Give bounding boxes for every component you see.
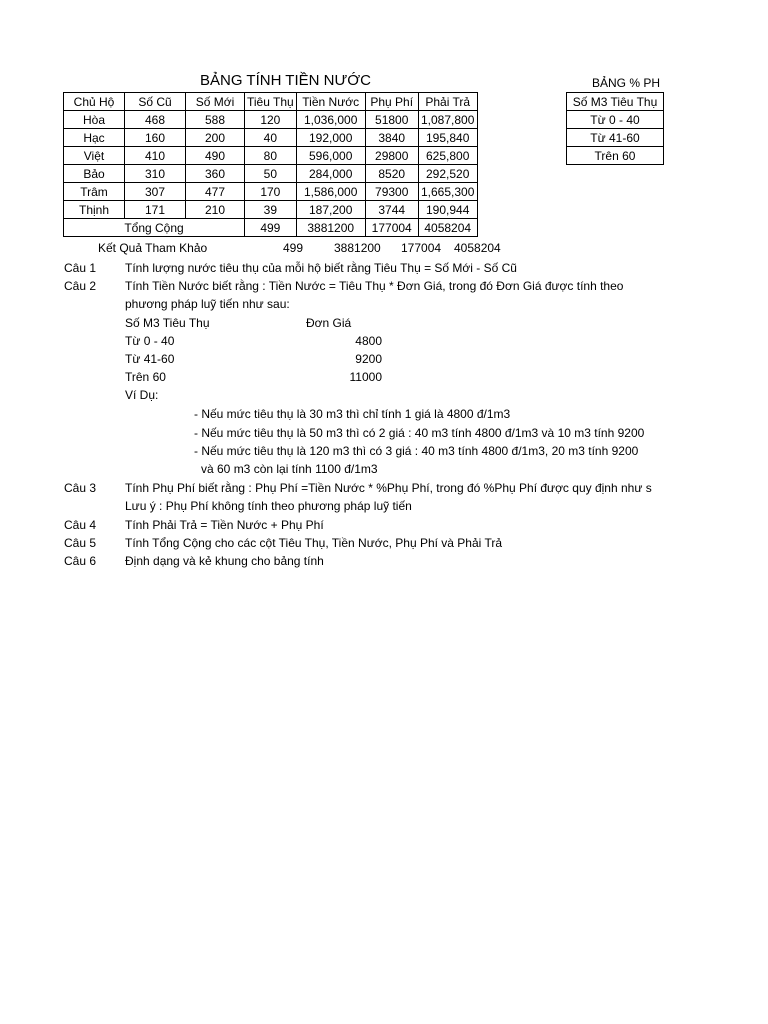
question-label: Câu 5: [64, 536, 97, 550]
table-cell[interactable]: 195,840: [418, 129, 477, 147]
question-label: Câu 1: [64, 261, 97, 275]
reference-phu-phi: 177004: [401, 241, 442, 255]
question-text: Tính Tiền Nước biết rằng : Tiền Nước = Tiêu Thụ * Đơn Giá, trong đó Đơn Giá được tính theo: [125, 279, 624, 293]
table-cell[interactable]: 171: [125, 201, 186, 219]
table-cell[interactable]: 360: [186, 165, 245, 183]
table-cell[interactable]: 477: [186, 183, 245, 201]
side-table-title: BẢNG % PH: [592, 76, 661, 90]
table-cell[interactable]: 170: [245, 183, 297, 201]
table-row: [64, 111, 478, 129]
total-tieu-thu[interactable]: 499: [245, 219, 297, 237]
surcharge-table: [566, 92, 664, 165]
question-label: Câu 6: [64, 554, 97, 568]
table-cell[interactable]: 1,087,800: [418, 111, 477, 129]
table-header-row: [64, 93, 478, 111]
table-cell[interactable]: 120: [245, 111, 297, 129]
table-cell[interactable]: 51800: [365, 111, 418, 129]
surcharge-range[interactable]: Từ 0 - 40: [567, 111, 664, 129]
table-cell[interactable]: 1,036,000: [296, 111, 365, 129]
table-cell[interactable]: 410: [125, 147, 186, 165]
table-cell[interactable]: 187,200: [296, 201, 365, 219]
surcharge-header[interactable]: Số M3 Tiêu Thụ: [567, 93, 664, 111]
example-line: và 60 m3 còn lại tính 1100 đ/1m3: [201, 462, 378, 476]
total-phu-phi[interactable]: 177004: [365, 219, 418, 237]
table-cell[interactable]: 625,800: [418, 147, 477, 165]
table-cell[interactable]: 490: [186, 147, 245, 165]
table-cell[interactable]: 3840: [365, 129, 418, 147]
question-text: Tính lượng nước tiêu thụ của mỗi hộ biết rằng Tiêu Thụ = Số Mới - Số Cũ: [125, 261, 517, 275]
price-range: Từ 41-60: [125, 352, 175, 366]
question-text: Định dạng và kẻ khung cho bảng tính: [125, 554, 324, 568]
total-tien-nuoc[interactable]: 3881200: [296, 219, 365, 237]
table-cell[interactable]: 596,000: [296, 147, 365, 165]
table-cell[interactable]: 50: [245, 165, 297, 183]
table-cell[interactable]: Bảo: [64, 165, 125, 183]
table-cell[interactable]: 192,000: [296, 129, 365, 147]
table-cell[interactable]: 307: [125, 183, 186, 201]
header-cell[interactable]: Số Cũ: [125, 93, 186, 111]
total-label[interactable]: Tổng Cộng: [64, 219, 245, 237]
table-cell[interactable]: 468: [125, 111, 186, 129]
example-line: - Nếu mức tiêu thụ là 30 m3 thì chỉ tính 1 giá là 4800 đ/1m3: [194, 407, 511, 421]
header-cell[interactable]: Số Mới: [186, 93, 245, 111]
header-cell[interactable]: Phải Trả: [418, 93, 477, 111]
example-line: - Nếu mức tiêu thụ là 50 m3 thì có 2 giá : 40 m3 tính 4800 đ/1m3 và 10 m3 tính 9200: [194, 426, 645, 440]
table-cell[interactable]: 29800: [365, 147, 418, 165]
table-cell[interactable]: 80: [245, 147, 297, 165]
price-range: Trên 60: [125, 370, 166, 384]
reference-phai-tra: 4058204: [454, 241, 501, 255]
reference-label: Kết Quả Tham Khảo: [98, 241, 208, 255]
example-line: - Nếu mức tiêu thụ là 120 m3 thì có 3 giá : 40 m3 tính 4800 đ/1m3, 20 m3 tính 9200: [194, 444, 639, 458]
table-cell[interactable]: 79300: [365, 183, 418, 201]
table-cell[interactable]: 310: [125, 165, 186, 183]
price-value: 11000: [349, 370, 382, 384]
table-cell[interactable]: Việt: [64, 147, 125, 165]
question-note: Lưu ý : Phụ Phí không tính theo phương pháp luỹ tiến: [125, 499, 412, 513]
table-cell[interactable]: 3744: [365, 201, 418, 219]
table-cell[interactable]: 210: [186, 201, 245, 219]
question-label: Câu 2: [64, 279, 97, 293]
table-cell[interactable]: 39: [245, 201, 297, 219]
table-cell[interactable]: Hạc: [64, 129, 125, 147]
question-text: Tính Phải Trả = Tiền Nước + Phụ Phí: [125, 518, 324, 532]
total-row: [64, 219, 478, 237]
table-cell[interactable]: 284,000: [296, 165, 365, 183]
surcharge-range[interactable]: Từ 41-60: [567, 129, 664, 147]
table-cell[interactable]: Trâm: [64, 183, 125, 201]
table-cell[interactable]: Thịnh: [64, 201, 125, 219]
table-row: [64, 129, 478, 147]
question-label: Câu 3: [64, 481, 97, 495]
table-row: [64, 183, 478, 201]
table-cell[interactable]: 200: [186, 129, 245, 147]
reference-tieu-thu: 499: [283, 241, 304, 255]
header-cell[interactable]: Chủ Hộ: [64, 93, 125, 111]
water-bill-table: [63, 92, 478, 237]
table-cell[interactable]: Hòa: [64, 111, 125, 129]
table-cell[interactable]: 190,944: [418, 201, 477, 219]
surcharge-range[interactable]: Trên 60: [567, 147, 664, 165]
table-cell[interactable]: 8520: [365, 165, 418, 183]
price-value: 4800: [355, 334, 382, 348]
table-cell[interactable]: 1,665,300: [418, 183, 477, 201]
question-text: Tính Tổng Cộng cho các cột Tiêu Thụ, Tiền Nước, Phụ Phí và Phải Trả: [125, 536, 502, 550]
table-cell[interactable]: 40: [245, 129, 297, 147]
header-cell[interactable]: Tiền Nước: [296, 93, 365, 111]
question-label: Câu 4: [64, 518, 97, 532]
price-col-header: Đơn Giá: [306, 316, 352, 330]
sheet-title: BẢNG TÍNH TIỀN NƯỚC: [200, 72, 371, 89]
example-label: Ví Dụ:: [125, 388, 159, 402]
price-value: 9200: [355, 352, 382, 366]
reference-tien-nuoc: 3881200: [334, 241, 381, 255]
table-cell[interactable]: 292,520: [418, 165, 477, 183]
table-cell[interactable]: 588: [186, 111, 245, 129]
header-cell[interactable]: Phụ Phí: [365, 93, 418, 111]
total-phai-tra[interactable]: 4058204: [418, 219, 477, 237]
table-row: [64, 147, 478, 165]
question-text-cont: phương pháp luỹ tiến như sau:: [125, 297, 290, 311]
table-row: [64, 165, 478, 183]
header-cell[interactable]: Tiêu Thụ: [245, 93, 297, 111]
table-row: [64, 201, 478, 219]
price-range: Từ 0 - 40: [125, 334, 175, 348]
question-text: Tính Phụ Phí biết rằng : Phụ Phí =Tiền Nước * %Phụ Phí, trong đó %Phụ Phí được quy định như s: [125, 481, 652, 495]
price-col-header: Số M3 Tiêu Thụ: [125, 316, 210, 330]
table-cell[interactable]: 160: [125, 129, 186, 147]
table-cell[interactable]: 1,586,000: [296, 183, 365, 201]
